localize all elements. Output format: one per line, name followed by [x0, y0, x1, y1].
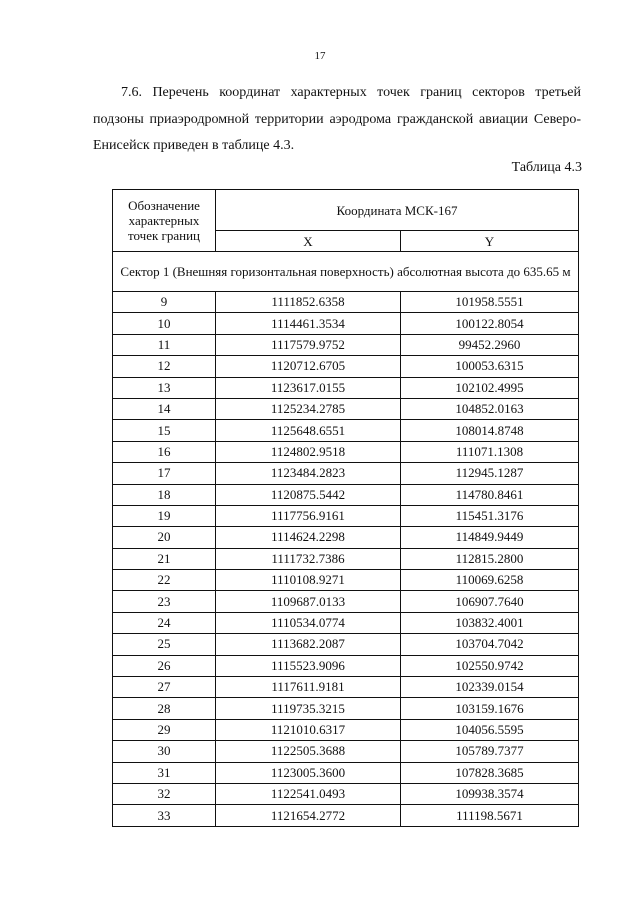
table-row	[113, 698, 579, 719]
y-cell: 101958.5551	[401, 292, 579, 313]
x-cell: 1117579.9752	[216, 334, 401, 355]
point-cell: 30	[113, 741, 216, 762]
table-row	[113, 612, 579, 633]
point-cell: 15	[113, 420, 216, 441]
table-row	[113, 463, 579, 484]
header-x: X	[216, 231, 401, 252]
table-row	[113, 719, 579, 740]
header-y: Y	[401, 231, 579, 252]
point-cell: 13	[113, 377, 216, 398]
header-coordinate: Координата МСК-167	[216, 190, 579, 231]
point-cell: 12	[113, 356, 216, 377]
point-cell: 26	[113, 655, 216, 676]
x-cell: 1117611.9181	[216, 677, 401, 698]
point-cell: 20	[113, 527, 216, 548]
x-cell: 1114461.3534	[216, 313, 401, 334]
y-cell: 111198.5671	[401, 805, 579, 826]
y-cell: 110069.6258	[401, 570, 579, 591]
point-cell: 27	[113, 677, 216, 698]
table-row	[113, 484, 579, 505]
point-cell: 29	[113, 719, 216, 740]
header-designation: Обозначение характерных точек границ	[113, 190, 216, 252]
table-body	[113, 252, 579, 827]
y-cell: 102102.4995	[401, 377, 579, 398]
x-cell: 1125234.2785	[216, 398, 401, 419]
x-cell: 1110108.9271	[216, 570, 401, 591]
y-cell: 104852.0163	[401, 398, 579, 419]
x-cell: 1123484.2823	[216, 463, 401, 484]
point-cell: 16	[113, 441, 216, 462]
x-cell: 1123617.0155	[216, 377, 401, 398]
point-cell: 22	[113, 570, 216, 591]
point-cell: 10	[113, 313, 216, 334]
x-cell: 1113682.2087	[216, 634, 401, 655]
point-cell: 18	[113, 484, 216, 505]
table-row	[113, 420, 579, 441]
table-row	[113, 313, 579, 334]
x-cell: 1117756.9161	[216, 505, 401, 526]
x-cell: 1115523.9096	[216, 655, 401, 676]
x-cell: 1111852.6358	[216, 292, 401, 313]
y-cell: 103159.1676	[401, 698, 579, 719]
y-cell: 105789.7377	[401, 741, 579, 762]
point-cell: 25	[113, 634, 216, 655]
table-row	[113, 334, 579, 355]
x-cell: 1114624.2298	[216, 527, 401, 548]
table-row	[113, 441, 579, 462]
y-cell: 104056.5595	[401, 719, 579, 740]
y-cell: 108014.8748	[401, 420, 579, 441]
y-cell: 107828.3685	[401, 762, 579, 783]
table-caption: Таблица 4.3	[511, 160, 582, 175]
table-row	[113, 292, 579, 313]
y-cell: 111071.1308	[401, 441, 579, 462]
x-cell: 1111732.7386	[216, 548, 401, 569]
point-cell: 32	[113, 783, 216, 804]
page-number: 17	[314, 50, 326, 62]
y-cell: 112945.1287	[401, 463, 579, 484]
table-header	[113, 190, 579, 252]
y-cell: 115451.3176	[401, 505, 579, 526]
y-cell: 106907.7640	[401, 591, 579, 612]
x-cell: 1123005.3600	[216, 762, 401, 783]
table-row	[113, 591, 579, 612]
point-cell: 21	[113, 548, 216, 569]
sector-title: Сектор 1 (Внешняя горизонтальная поверхность) абсолютная высота до 635.65 м	[113, 252, 579, 292]
x-cell: 1122505.3688	[216, 741, 401, 762]
y-cell: 114780.8461	[401, 484, 579, 505]
table-row	[113, 570, 579, 591]
point-cell: 17	[113, 463, 216, 484]
point-cell: 23	[113, 591, 216, 612]
table-row	[113, 762, 579, 783]
table-row	[113, 527, 579, 548]
point-cell: 14	[113, 398, 216, 419]
y-cell: 112815.2800	[401, 548, 579, 569]
table-row	[113, 677, 579, 698]
point-cell: 19	[113, 505, 216, 526]
coordinates-table	[112, 189, 579, 827]
x-cell: 1120712.6705	[216, 356, 401, 377]
y-cell: 109938.3574	[401, 783, 579, 804]
table-row	[113, 783, 579, 804]
y-cell: 103832.4001	[401, 612, 579, 633]
y-cell: 103704.7042	[401, 634, 579, 655]
x-cell: 1110534.0774	[216, 612, 401, 633]
table-row	[113, 548, 579, 569]
point-cell: 9	[113, 292, 216, 313]
table-row	[113, 398, 579, 419]
y-cell: 100122.8054	[401, 313, 579, 334]
table-row	[113, 377, 579, 398]
y-cell: 99452.2960	[401, 334, 579, 355]
x-cell: 1120875.5442	[216, 484, 401, 505]
x-cell: 1124802.9518	[216, 441, 401, 462]
intro-paragraph: 7.6. Перечень координат характерных точек границ секторов третьей подзоны приаэродромной территории аэродрома гражданской авиации Северо-Енисейск приведен в таблице 4.3.	[93, 85, 581, 153]
table-row	[113, 741, 579, 762]
point-cell: 11	[113, 334, 216, 355]
x-cell: 1119735.3215	[216, 698, 401, 719]
x-cell: 1125648.6551	[216, 420, 401, 441]
table-row	[113, 356, 579, 377]
table-row	[113, 805, 579, 826]
table-row	[113, 634, 579, 655]
point-cell: 24	[113, 612, 216, 633]
y-cell: 102550.9742	[401, 655, 579, 676]
x-cell: 1121654.2772	[216, 805, 401, 826]
y-cell: 102339.0154	[401, 677, 579, 698]
x-cell: 1121010.6317	[216, 719, 401, 740]
y-cell: 114849.9449	[401, 527, 579, 548]
x-cell: 1122541.0493	[216, 783, 401, 804]
point-cell: 33	[113, 805, 216, 826]
point-cell: 31	[113, 762, 216, 783]
y-cell: 100053.6315	[401, 356, 579, 377]
table-row	[113, 505, 579, 526]
point-cell: 28	[113, 698, 216, 719]
x-cell: 1109687.0133	[216, 591, 401, 612]
table-row	[113, 655, 579, 676]
